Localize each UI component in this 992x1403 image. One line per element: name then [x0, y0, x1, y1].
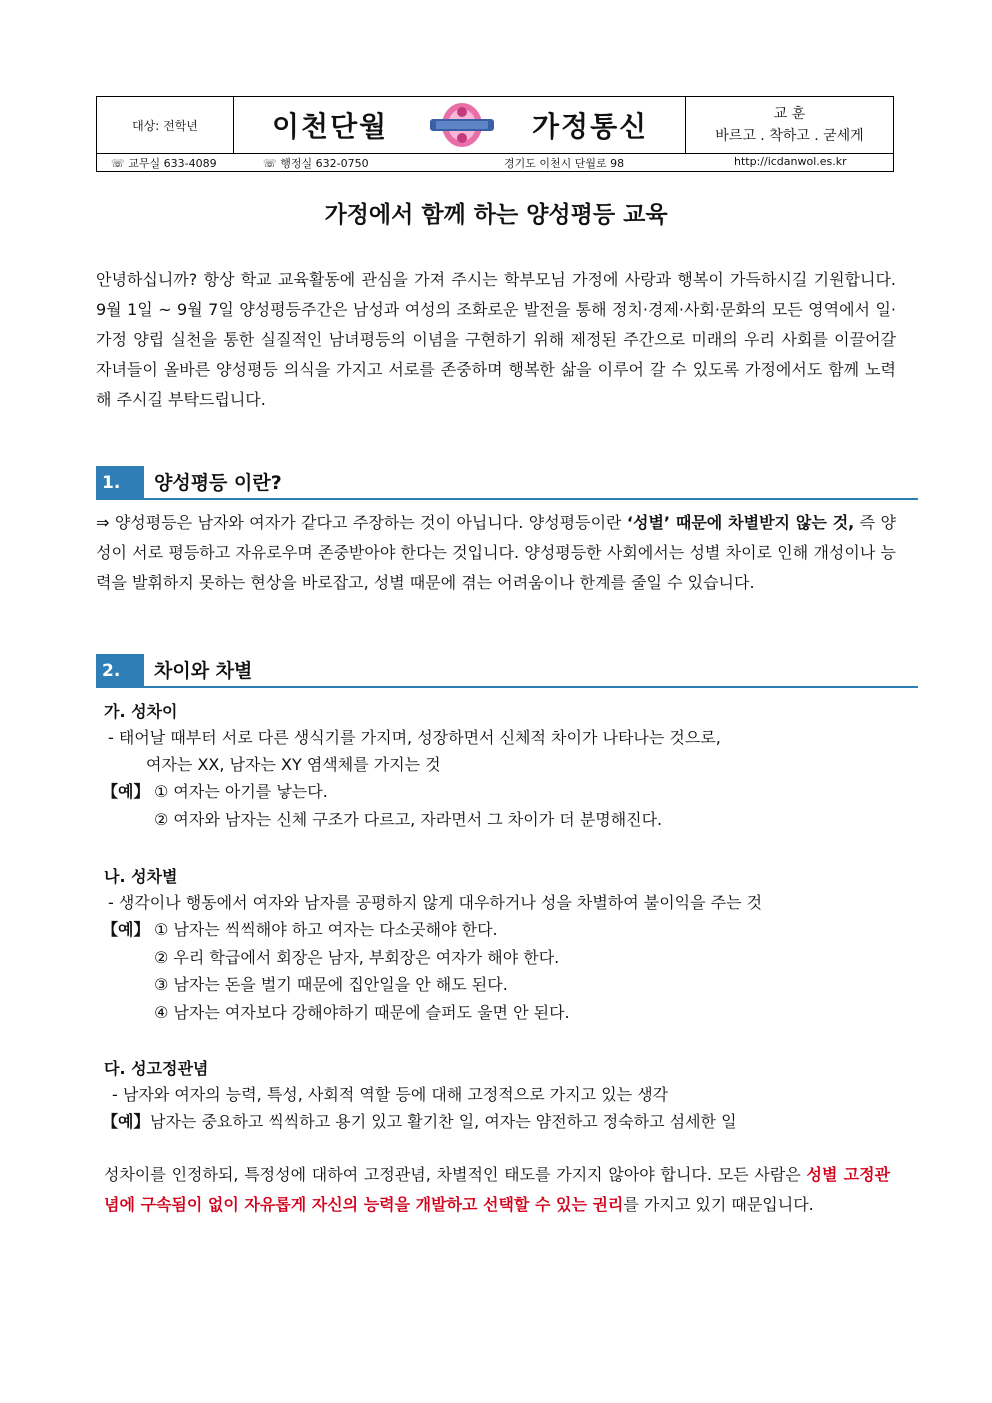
- office-phone: ☏ 교무실 633-4089: [111, 157, 217, 170]
- closing-text-b: 를 가지고 있기 때문입니다.: [623, 1195, 814, 1214]
- closing-text-highlight: 성별 고정관념에 구속됨이 없이 자유롭게 자신의 능력을 개발하고 선택할 수 있는 권리: [104, 1165, 890, 1214]
- na-definition: - 생각이나 행동에서 여자와 남자를 공평하지 않게 대우하거나 성을 차별하여 불이익을 주는 것: [108, 893, 763, 912]
- ga-example-2: ② 여자와 남자는 신체 구조가 다르고, 자라면서 그 차이가 더 분명해진다.: [154, 810, 663, 829]
- section-2-number: 2.: [96, 654, 144, 686]
- na-example-2: ② 우리 학급에서 회장은 남자, 부회장은 여자가 해야 한다.: [154, 948, 560, 967]
- ga-example-1: ① 여자는 아기를 낳는다.: [154, 782, 328, 801]
- page-title: 가정에서 함께 하는 양성평등 교육: [324, 202, 668, 228]
- ga-definition-line1: - 태어날 때부터 서로 다른 생식기를 가지며, 성장하면서 신체적 차이가 나타나는 것으로,: [108, 728, 721, 747]
- subsection-ga-title: 가. 성차이: [104, 702, 178, 721]
- newsletter-header: [96, 96, 894, 172]
- intro-paragraph: 안녕하십니까? 항상 학교 교육활동에 관심을 가져 주시는 학부모님 가정에 사랑과 행복이 가득하시길 기원합니다. 9월 1일 ~ 9월 7일 양성평등주간은 남성과 여성의 조화로운 발전을 통해 정치·경제·사회·문화의 모든 영역에서 일·가정 양립 실천을 통한 실질적인 남녀평등의 이념을 구현하기 위해 제정된 주간으로 미래의 우리 사회를 이끌어갈 자녀들이 올바른 양성평등 의식을 가지고 서로를 존중하며 행복한 삶을 이루어 갈 수 있도록 가정에서도 함께 노력해 주시길 부탁드립니다.: [96, 270, 896, 409]
- na-example-label: 【예】: [102, 920, 150, 939]
- da-definition: - 남자와 여자의 능력, 특성, 사회적 역할 등에 대해 고정적으로 가지고 있는 생각: [112, 1085, 669, 1104]
- school-address: 경기도 이천시 단월로 98: [504, 157, 625, 170]
- section-1-number: 1.: [96, 466, 144, 498]
- newsletter-name: 가정통신: [532, 110, 649, 143]
- section-2-title: 차이와 차별: [154, 660, 253, 682]
- header-contact-row: [97, 153, 893, 172]
- header-top-row: [97, 97, 893, 154]
- section-1-text-b: 즉 양성이 서로 평등하고 자유로우며 존중받아야 한다는 것입니다. 양성평등한 사회에서는 성별 차이로 인해 개성이나 능력을 발휘하지 못하는 현상을 바로잡고, 성별 때문에 겪는 어려움이나 한계를 줄일 수 있습니다.: [96, 513, 896, 592]
- da-example-label: 【예】: [102, 1112, 150, 1131]
- na-example-3: ③ 남자는 돈을 벌기 때문에 집안일을 안 해도 된다.: [154, 975, 508, 994]
- ga-definition-line2: 여자는 XX, 남자는 XY 염색체를 가지는 것: [146, 755, 441, 774]
- target-audience: 대상: 전학년: [97, 97, 234, 153]
- motto-text: 바르고 . 착하고 . 굳세게: [715, 128, 864, 144]
- section-1-text-bold: ‘성별’ 때문에 차별받지 않는 것,: [626, 513, 855, 532]
- section-1-title: 양성평등 이란?: [154, 472, 282, 494]
- closing-paragraph: [104, 1160, 890, 1220]
- motto-label: 교 훈: [773, 106, 806, 122]
- closing-text-a: 성차이를 인정하되, 특정성에 대하여 고정관념, 차별적인 태도를 가지지 않아야 합니다. 모든 사람은: [104, 1165, 807, 1184]
- section-1-paragraph: [96, 508, 896, 598]
- school-emblem-icon: [430, 100, 494, 150]
- school-website-link[interactable]: http://icdanwol.es.kr: [734, 155, 847, 168]
- arrow-icon: ⇒: [96, 513, 110, 532]
- school-name: 이천단월: [272, 110, 389, 143]
- admin-phone: ☏ 행정실 632-0750: [263, 157, 369, 170]
- na-example-4: ④ 남자는 여자보다 강해야하기 때문에 슬퍼도 울면 안 된다.: [154, 1003, 570, 1022]
- motto-cell: [686, 97, 893, 153]
- subsection-da-title: 다. 성고정관념: [104, 1059, 209, 1078]
- ga-example-label: 【예】: [102, 782, 150, 801]
- da-example: 남자는 중요하고 씩씩하고 용기 있고 활기찬 일, 여자는 얌전하고 정숙하고 섬세한 일: [150, 1112, 737, 1131]
- section-1-header: [96, 466, 918, 500]
- subsection-na-title: 나. 성차별: [104, 867, 178, 886]
- na-example-1: ① 남자는 씩씩해야 하고 여자는 다소곳해야 한다.: [154, 920, 498, 939]
- section-2-header: [96, 654, 918, 688]
- section-1-text-a: 양성평등은 남자와 여자가 같다고 주장하는 것이 아닙니다. 양성평등이란: [109, 513, 627, 532]
- header-title-cell: [234, 97, 686, 153]
